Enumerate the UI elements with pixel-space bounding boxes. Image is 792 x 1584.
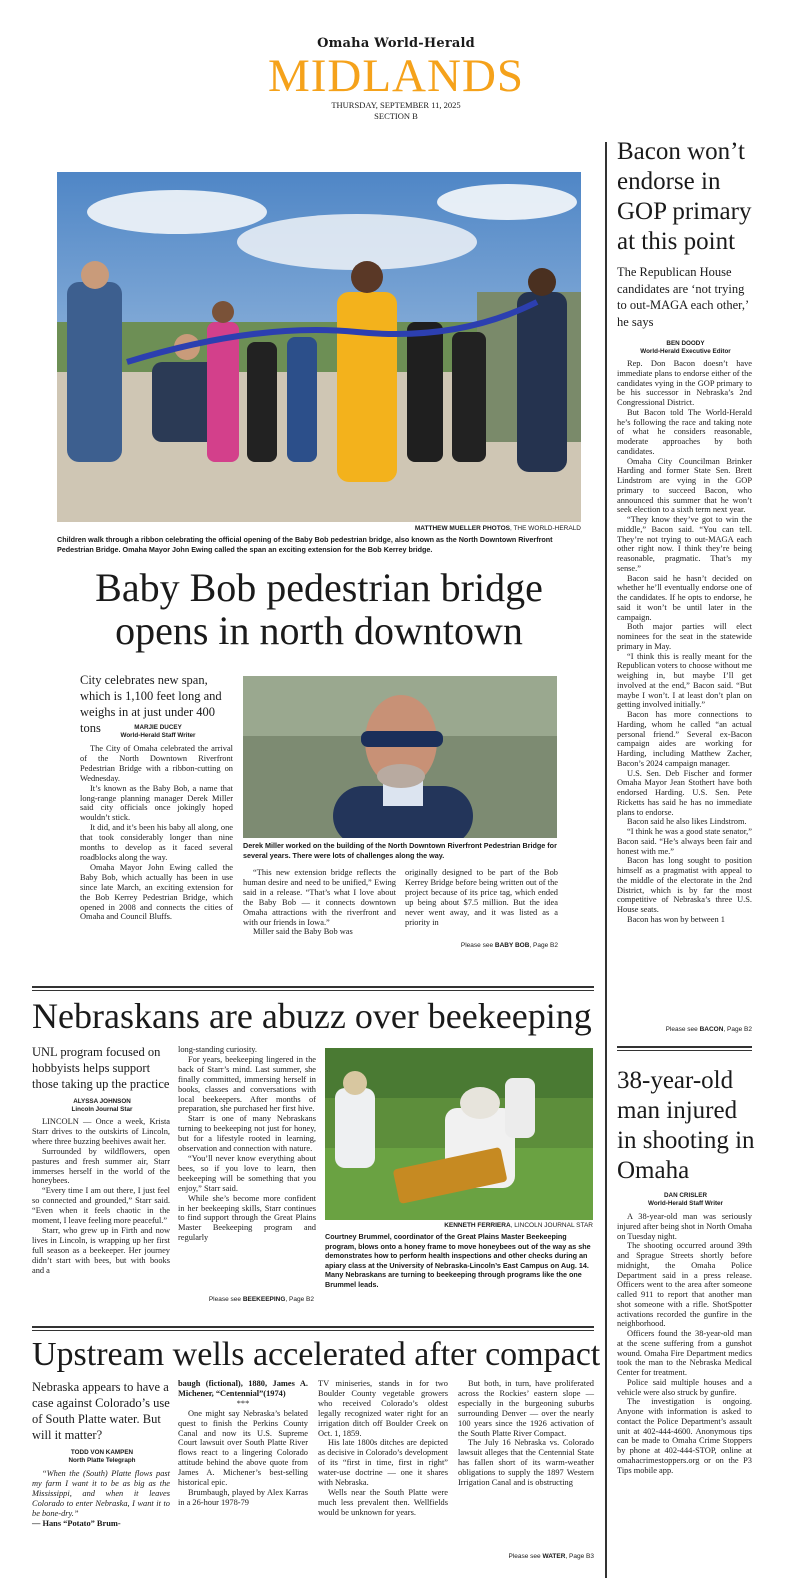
photo-credit <box>57 525 581 532</box>
photo-credit-org: , THE WORLD-HERALD <box>509 525 581 532</box>
bridge-headline: Baby Bob pedestrian bridge opens in north downtown <box>95 565 543 653</box>
paragraph: Rep. Don Bacon doesn’t have immediate plans to endorse either of the candidates vying in the GOP primary to be his successor in Nebraska’s 2nd Congressional District. <box>617 359 752 407</box>
paragraph: “I think this is really meant for the Republican voters to choose without me weighing in, but maybe I’ll get involved at the end,” Bacon said. “But maybe I won’t. I at least don’t plan on getting involved initially.” <box>617 651 752 710</box>
jump-target: WATER <box>542 1553 566 1560</box>
jump-target: BEEKEEPING <box>242 1296 286 1303</box>
jump-page: , Page B2 <box>529 942 558 949</box>
jump-prefix: Please see <box>208 1296 243 1303</box>
section-rule <box>617 1046 752 1051</box>
byline-role: World-Herald Staff Writer <box>120 732 196 739</box>
water-col1 <box>178 1379 308 1508</box>
photo-credit-name: KENNETH FERRIERA <box>444 1222 511 1229</box>
paragraph: U.S. Sen. Deb Fischer and former Omaha Mayor Jean Stothert have both endorsed Harding. U.S. Sen. Pete Ricketts has said he has no immediate plans to endorse. <box>617 768 752 817</box>
derek-miller-photo <box>243 676 557 838</box>
paragraph: For years, beekeeping lingered in the back of Starr’s mind. Last summer, she finally committed, immersing herself in books, classes and conversations with local beekeepers. After months of preparation, she purchased her first hive. <box>178 1054 316 1114</box>
inset-caption: Derek Miller worked on the building of the North Downtown Riverfront Pedestrian Bridge for several years. There were lots of challenges along the way. <box>243 841 557 860</box>
byline-name: ALYSSA JOHNSON <box>73 1098 131 1105</box>
paragraph: Bacon said he also likes Lindstrom. <box>627 817 747 827</box>
jump-page: , Page B2 <box>285 1296 314 1303</box>
bee-deck: UNL program focused on hobbyists helps support those taking up the practice <box>32 1045 170 1091</box>
paragraph: Bacon said he hasn’t decided on whether he’ll eventually endorse one of the candidates. If he opts to endorse, he said it won’t be until later in the campaign. <box>617 573 752 622</box>
water-col3 <box>458 1379 594 1488</box>
paragraph: “You’ll never know everything about bees, so if you love to learn, then beekeeping will be something that you enjoy,” Starr said. <box>178 1153 316 1193</box>
paragraph: One might say Nebraska’s belated quest to finish the Perkins County Canal and now its U.S. Supreme Court lawsuit over South Platte River flows react to a lingering Colorado attitude behind the above quote from James A. Michener’s best-selling historical epic. <box>178 1408 308 1488</box>
paragraph: While she’s become more confident in her beekeeping skills, Starr continues to find support through the Great Plains Master Beekeeping program and regularly <box>178 1193 316 1243</box>
paragraph: Omaha City Councilman Brinker Harding and former State Sen. Brett Lindstrom are vying in the GOP primary to succeed Bacon, who announced this summer that he won’t seek election to a sixth term next year. <box>617 456 752 515</box>
paragraph: A 38-year-old man was seriously injured after being shot in North Omaha on Tuesday night. <box>617 1212 752 1241</box>
paragraph: It did, and it’s been his baby all along, one that took considerably longer than nine months to develop as it faced several roadblocks along the way. <box>80 823 233 862</box>
bridge-deck: City celebrates new span, which is 1,100 feet long and weighs in at just under 400 tons <box>80 673 222 735</box>
paragraph: It’s known as the Baby Bob, a name that long-range planning manager Derek Miller said city officials once jokingly hoped wouldn’t stick. <box>80 783 233 823</box>
jump-target: BABY BOB <box>494 942 530 949</box>
byline-name: BEN DOODY <box>666 340 705 347</box>
ribbon-cutting-photo <box>57 172 581 522</box>
beekeeping-photo <box>325 1048 593 1220</box>
paragraph: TV miniseries, stands in for two Boulder County vegetable growers who received Colorado’s oldest legally recognized water right for an irrigation ditch off Boulder Creek on Oct. 1, 1859. <box>318 1379 448 1438</box>
paragraph: Brumbaugh, played by Alex Karras in a 26-hour 1978-79 <box>178 1487 308 1507</box>
paragraph: Surrounded by wildflowers, open pastures and fresh summer air, Starr immerses herself in the world of the honeybees. <box>32 1146 170 1186</box>
bee-headline: Nebraskans are abuzz over beekeeping <box>32 996 592 1036</box>
bridge-col2 <box>243 868 396 937</box>
section-rule <box>32 986 594 991</box>
paragraph: originally designed to be part of the Bob Kerrey Bridge before being written out of the project because of its price tag, which ended up being about $7.5 million. But the idea never went away, and it was listed as a priority in <box>405 868 558 927</box>
paragraph: Starr, who grew up in Firth and now lives in Lincoln, is wrapping up her first full season as a beekeeper. Her journey didn’t start with bees, but with books and a <box>32 1225 170 1275</box>
water-col2 <box>318 1379 448 1518</box>
paragraph: Miller said the Baby Bob was <box>253 927 353 937</box>
section-label: SECTION B <box>374 111 418 121</box>
photo-credit <box>325 1222 593 1229</box>
byline-name: TODD VON KAMPEN <box>70 1449 134 1456</box>
bee-byline <box>32 1098 172 1114</box>
paragraph: LINCOLN — Once a week, Krista Starr drives to the outskirts of Lincoln, where three buzzing beehives await her. <box>32 1117 170 1146</box>
byline-role: World-Herald Staff Writer <box>648 1200 723 1207</box>
shooting-headline: 38-year-old man injured in shooting in Omaha <box>617 1067 755 1184</box>
bridge-jump-link[interactable] <box>405 942 558 949</box>
bacon-jump-link[interactable] <box>617 1026 752 1033</box>
photo-credit-name: MATTHEW MUELLER PHOTOS <box>414 525 510 532</box>
bacon-byline <box>617 340 754 356</box>
epigraph-attribution: — Hans “Potato” Brum- <box>32 1518 121 1528</box>
paragraph: Bacon has won by between 1 <box>627 914 725 924</box>
bacon-headline: Bacon won’t endorse in GOP primary at this point <box>617 138 752 255</box>
epigraph-quote: “When the (South) Platte flows past my farm I want it to be as big as the Mississippi, and when it leaves Colorado to enter Nebraska, I want it to be bone-dry.” <box>32 1469 170 1518</box>
bee-photo-caption: Courtney Brummel, coordinator of the Great Plains Master Beekeeping program, blows onto a honey frame to move honeybees out of the way as she demonstrates how to perform health inspections and other checks during an apiary class at the University of Nebraska-Lincoln’s East Campus on Aug. 14. Many Nebraskans are turning to beekeeping through programs like the one Brummel leads. <box>325 1232 591 1289</box>
paragraph: “I think he was a good state senator,” Bacon said. “He’s always been fair and honest with me.” <box>617 827 752 856</box>
paragraph: But both, in turn, have proliferated across the Rockies’ eastern slope — especially in the burgeoning suburbs surrounding Denver — over the nearly 100 years since the 1926 activation of the South Platte River Compact. <box>458 1379 594 1438</box>
water-quote <box>32 1469 170 1528</box>
byline-role: Lincoln Journal Star <box>71 1106 133 1113</box>
section-rule <box>32 1326 594 1331</box>
paragraph: Bacon has long sought to position himself as a pragmatist with appeal to the middle of the electorate in the 2nd District, which is by far the most competitive of Nebraska’s three U.S. House seats. <box>617 856 752 914</box>
jump-prefix: Please see <box>460 942 495 949</box>
paragraph: Wells near the South Platte were much less prevalent then. Wellfields would be unknown for years. <box>318 1487 448 1517</box>
paragraph: Starr is one of many Nebraskans turning to beekeeping not just for honey, but for a lifestyle rooted in learning, observation and connection with nature. <box>178 1114 316 1154</box>
water-jump-link[interactable] <box>458 1553 594 1560</box>
paragraph: “Every time I am out there, I just feel so connected and grounded,” Starr said. “Even when it feels chaotic in the moment, I leave feeling more peaceful.” <box>32 1186 170 1226</box>
shooting-body <box>617 1212 752 1475</box>
paragraph: Bacon has more connections to Harding, whom he called “an actual personal friend.” Several ex-Bacon campaign aides are working for Harding, including Matthew Zacher, Bacon’s 2024 campaign manager. <box>617 710 752 768</box>
jump-prefix: Please see <box>665 1026 700 1033</box>
paragraph: His late 1800s ditches are depicted as decisive in Colorado’s development of its “first in time, first in right” water-use doctrine — one it shares with Nebraska. <box>318 1438 448 1488</box>
bee-col2 <box>178 1045 316 1243</box>
section-name: MIDLANDS <box>267 50 525 102</box>
bridge-col3 <box>405 868 558 927</box>
bacon-deck: The Republican House candidates are ‘not trying to out-MAGA each other,’ he says <box>617 265 749 329</box>
bridge-byline <box>80 724 236 740</box>
newspaper-brand: Omaha World-Herald <box>317 36 475 51</box>
shooting-byline <box>617 1192 754 1208</box>
paragraph: The July 16 Nebraska vs. Colorado lawsuit alleges that the Centennial State has fallen short of its warm-weather obligations to supply the 1897 Western Irrigation Canal and is obstructing <box>458 1438 594 1488</box>
byline-name: MARJIE DUCEY <box>134 724 182 731</box>
photo-credit-org: , LINCOLN JOURNAL STAR <box>510 1222 593 1229</box>
bee-jump-link[interactable] <box>178 1296 314 1303</box>
paragraph: long-standing curiosity. <box>178 1045 258 1054</box>
paragraph: Omaha Mayor John Ewing called the Baby Bob, which actually has been in use since late March, an exciting extension for the Bob Kerrey Pedestrian Bridge, which opened in 2008 and connects the cities of Omaha and Council Bluffs. <box>80 862 233 922</box>
section-separator: *** <box>236 1398 250 1408</box>
byline-role: World-Herald Executive Editor <box>640 348 731 355</box>
paragraph: “They know they’ve got to win the middle,” Bacon said. “You can tell. They’re not trying to out-MAGA each other right now. I think they’re being reasonable, pragmatic. That’s my sense.” <box>617 515 752 573</box>
jump-target: BACON <box>699 1026 724 1033</box>
bee-col1 <box>32 1117 170 1276</box>
photo-caption: Children walk through a ribbon celebrating the official opening of the Baby Bob pedestrian bridge, also known as the North Downtown Riverfront Pedestrian Bridge. Omaha Mayor John Ewing called the span an exciting extension for the Bob Kerrey bridge. <box>57 535 553 554</box>
water-headline: Upstream wells accelerated after compact <box>32 1336 601 1373</box>
paragraph: But Bacon told The World-Herald he’s following the race and taking note of what he considers reasonable, moderate approaches by both candidates. <box>617 407 752 456</box>
byline-role: North Platte Telegraph <box>68 1457 136 1464</box>
paragraph: The shooting occurred around 39th and Sprague Streets shortly before midnight, the Omaha Police Department said in a press release. Officers went to the area after someone called 911 to report that another man shot someone with a rifle. ShotSpotter activations recorded the gunfire in the neighborhood. <box>617 1241 752 1329</box>
paragraph: Both major parties will elect nominees for the seat in the statewide primary in May. <box>617 622 752 651</box>
water-byline <box>32 1449 172 1465</box>
paragraph: The investigation is ongoing. Anyone with information is asked to contact the Police Department’s assault unit at 402-444-4600. Anonymous tips can be made to Omaha Crime Stoppers by phone at 402-444-STOP, online at omahacrimestoppers.org or on the P3 Tips mobile app. <box>617 1397 752 1475</box>
paragraph: Police said multiple houses and a vehicle were also struck by gunfire. <box>617 1377 752 1397</box>
bridge-col1 <box>80 744 233 922</box>
issue-date: THURSDAY, SEPTEMBER 11, 2025 <box>331 100 461 110</box>
water-deck: Nebraska appears to have a case against Colorado’s use of South Platte water. But will it matter? <box>32 1380 170 1442</box>
dateline <box>0 100 792 122</box>
jump-prefix: Please see <box>508 1553 543 1560</box>
byline-name: DAN CRISLER <box>663 1192 708 1199</box>
epigraph-attribution-cont: baugh (fictional), 1880, James A. Michener, “Centennial”(1974) <box>178 1379 308 1398</box>
paragraph: The City of Omaha celebrated the arrival of the North Downtown Riverfront Pedestrian Bridge with a ribbon-cutting on Wednesday. <box>80 744 233 783</box>
jump-page: , Page B3 <box>565 1553 594 1560</box>
paragraph: Officers found the 38-year-old man at the scene suffering from a gunshot wound. Omaha Fire Department medics took the man to the Nebraska Medical Center for treatment. <box>617 1329 752 1377</box>
bacon-body <box>617 359 752 925</box>
paragraph: “This new extension bridge reflects the human desire and need to be unified,” Ewing said in a release. “That’s what I love about the Baby Bob — it connects downtown Omaha attractions with the riverfront and with our friends in Iowa.” <box>243 868 396 927</box>
column-divider <box>605 142 607 1578</box>
jump-page: , Page B2 <box>723 1026 752 1033</box>
